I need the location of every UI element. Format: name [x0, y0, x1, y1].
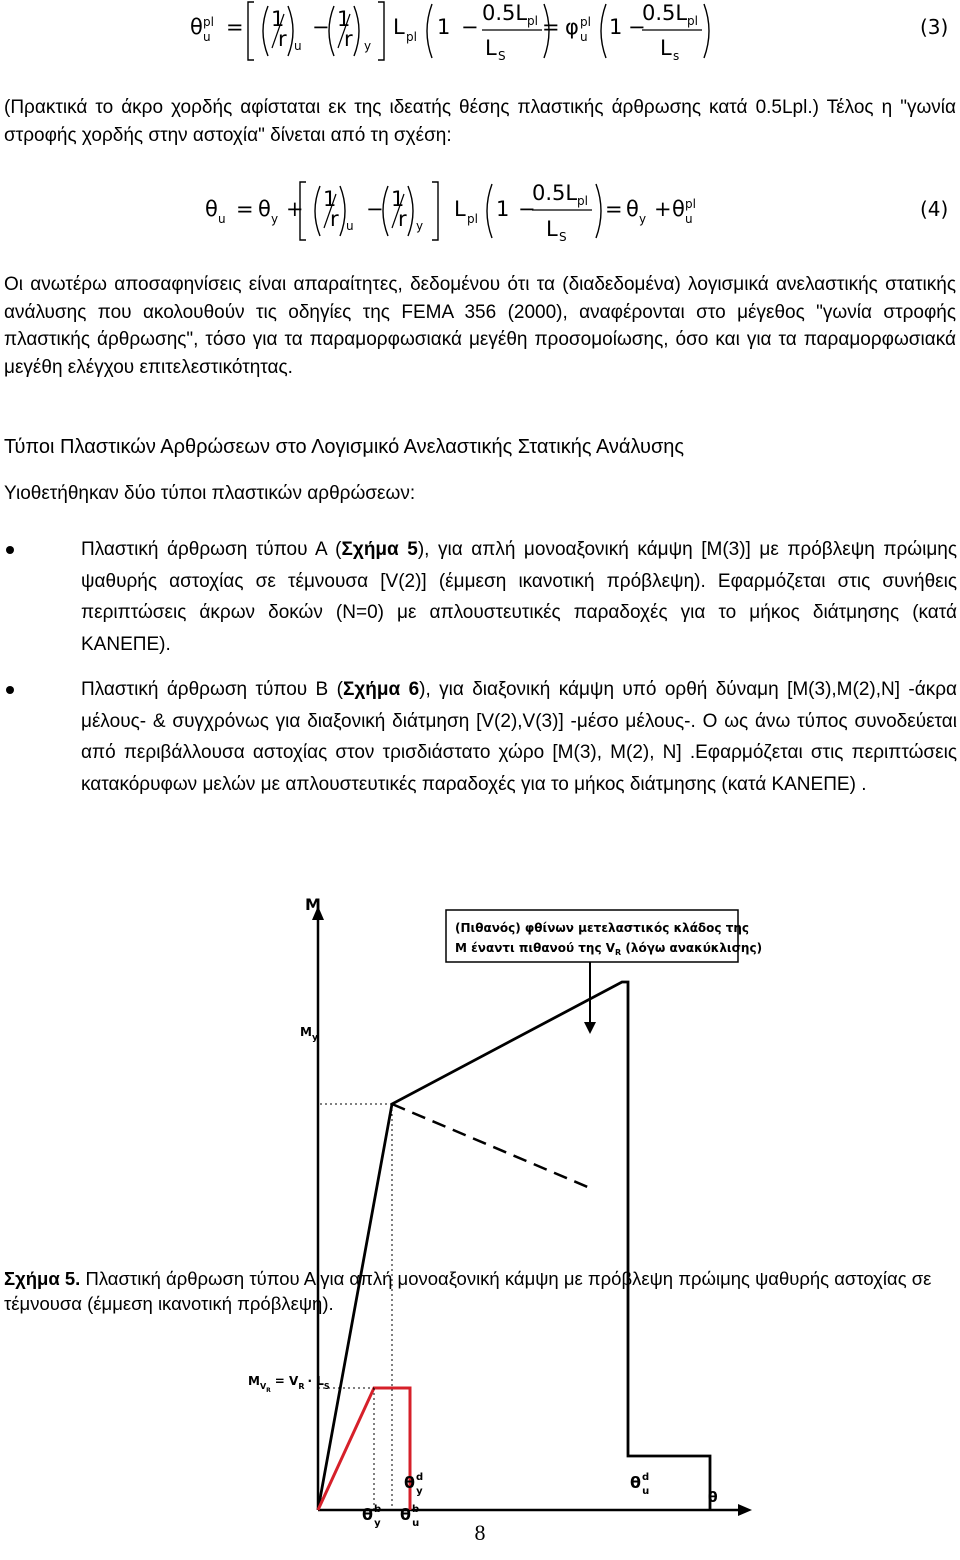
eq4-one-c: 1: [496, 197, 510, 221]
theta-y-d: $\theta^d$ y: [404, 1472, 424, 1497]
eq4-theta-y-2: θ: [626, 197, 639, 221]
eq4-sub-u: u: [218, 212, 226, 226]
eq4-sup-pl: pl: [685, 197, 696, 211]
equation-4: [0, 168, 960, 248]
figure-caption: Σχήμα 5. Πλαστική άρθρωση τύπου Α για απλή μονοαξονική κάμψη με πρόβλεψη πρώιμης ψαθυρής αστοχίας σε τέμνουσα (έμμεση ικανοτική πρόβλεψη).: [4, 1268, 932, 1314]
page-number: 8: [474, 1520, 486, 1545]
theta-u-b: $\theta^b$ u: [400, 1504, 420, 1529]
eq3-phi: φ: [565, 15, 579, 39]
svg-text:=: =: [226, 15, 244, 39]
eq4-frac-den-sub: S: [559, 230, 567, 244]
eq4-r-a: r: [330, 207, 339, 231]
theta-u-d: $\theta^d$ u: [630, 1472, 650, 1497]
eq3-theta: θ: [190, 15, 203, 39]
eq3-L: L: [393, 15, 405, 39]
caption-label: Σχήμα 5.: [4, 1268, 81, 1289]
theta-axis-label: θ: [708, 1490, 718, 1506]
eq3-frac-den-2: L: [660, 36, 672, 60]
label-mvr: $M_{VR}= V_R \cdot L_S$: [248, 1374, 330, 1394]
eq3-frac-den: L: [485, 36, 497, 60]
eq3-number: (3): [920, 15, 949, 39]
bullet-1-ref: Σχήμα 5: [341, 539, 418, 560]
eq3-one-d: 1: [609, 15, 623, 39]
paragraph-2: Οι ανωτέρω αποσαφηνίσεις είναι απαραίτητες, δεδομένου ότι τα (διαδεδομένα) λογισμικά ανελαστικής στατικής ανάλυσης που ακολουθούν τις οδηγίες της FEMA 356 (2000), αναφέρονται στο μέγεθος "γωνία στροφής πλαστικής άρθρωσης", τόσο για τα παραμορφωσιακά μεγέθη προσομοίωσης, όσο και για τα παραμορφωσιακά μεγέθη ελέγχου επιτελεστικότητας.: [4, 274, 956, 378]
eq4-number: (4): [920, 197, 949, 221]
eq3-frac-num: 0.5L: [482, 1, 528, 25]
paragraph-1: (Πρακτικά το άκρο χορδής αφίσταται εκ της ιδεατής θέσης πλαστικής άρθρωσης κατά 0.5Lpl.) Τέλος η "γωνία στροφής χορδής στην αστοχία" δίνεται από τη σχέση:: [4, 97, 956, 146]
m-axis-label: M: [305, 895, 321, 914]
eq4-frac-num: 0.5L: [532, 181, 578, 205]
eq4-theta-u: θ: [205, 197, 218, 221]
section-heading: Τύποι Πλαστικών Αρθρώσεων στο Λογισμικό Ανελαστικής Στατικής Ανάλυσης: [4, 436, 685, 458]
eq3-frac-den-sub-2: s: [673, 49, 680, 63]
svg-text:−: −: [628, 15, 646, 39]
svg-text:+: +: [654, 197, 672, 221]
eq4-frac-num-sub: pl: [577, 194, 588, 208]
equation-3: [0, 0, 960, 70]
eq4-sub-u-2: u: [346, 219, 354, 233]
eq3-theta-sub: u: [203, 30, 211, 44]
bullet-2: Πλαστική άρθρωση τύπου Β (Σχήμα 6), για διαξονική κάμψη υπό ορθή δύναμη [M(3),M(2),N] -άκρα μέλους- & συγχρόνως για διαξονική διάτμηση [V(2),V(3)] -μέσο μέλους-. Ο ως άνω τύπος συνοδεύεται από περιβάλλουσα αστοχίας στον τρισδιάστατο χώρο [M(3), M(2), N] .Εφαρμόζεται στις περιπτώσεις κατακόρυφων μελών με απλουστευτικές παραδοχές για το μήκος διάτμησης (κατά ΚΑΝΕΠΕ) .: [81, 679, 957, 795]
eq3-sub-y: y: [364, 39, 372, 53]
eq3-one-c: 1: [437, 15, 451, 39]
svg-text:=: =: [236, 197, 254, 221]
callout-line-1: (Πιθανός) φθίνων μετελαστικός κλάδος της: [455, 921, 750, 935]
svg-text:=: =: [542, 15, 560, 39]
eq3-phi-sup: pl: [580, 15, 591, 29]
bullet-2-ref: Σχήμα 6: [342, 679, 420, 700]
eq3-r-a: r: [278, 27, 287, 51]
bullet-dot-1: [6, 546, 14, 554]
svg-text:−: −: [518, 197, 536, 221]
eq3-r-b: r: [344, 27, 353, 51]
svg-text:−: −: [366, 197, 384, 221]
eq3-phi-sub: u: [580, 30, 588, 44]
eq4-sub-u-3: u: [685, 212, 693, 226]
eq4-sub-y: y: [271, 212, 279, 226]
eq4-L-sub: pl: [467, 212, 478, 226]
eq4-frac-den: L: [546, 217, 558, 241]
label-my: $M_y$: [300, 1025, 318, 1043]
theta-y-b: $\theta^b$ y: [362, 1504, 382, 1529]
eq4-theta-y: θ: [258, 197, 271, 221]
eq3-frac-den-sub: S: [498, 49, 506, 63]
eq3-one-b: 1: [337, 7, 351, 31]
eq4-L: L: [454, 197, 466, 221]
eq3-frac-num-2: 0.5L: [642, 1, 688, 25]
intro-text: Υιοθετήθηκαν δύο τύποι πλαστικών αρθρώσεων:: [4, 483, 416, 504]
svg-text:−: −: [461, 15, 479, 39]
eq4-one-a: 1: [323, 187, 337, 211]
eq4-r-b: r: [398, 207, 407, 231]
eq3-sub-u: u: [294, 39, 302, 53]
bullet-1: Πλαστική άρθρωση τύπου Α (Σχήμα 5), για απλή μονοαξονική κάμψη [M(3)] με πρόβλεψη πρώιμης ψαθυρής αστοχίας σε τέμνουσα [V(2)] (έμμεση ικανοτική πρόβλεψη). Εφαρμόζεται στις συνήθεις περιπτώσεις άκρων δοκών (N=0) με απλουστευτικές παραδοχές για το μήκος διάτμησης (κατά ΚΑΝΕΠΕ).: [81, 539, 957, 655]
eq3-one-a: 1: [271, 7, 285, 31]
eq3-frac-num-sub: pl: [527, 14, 538, 28]
eq3-L-sub: pl: [406, 30, 417, 44]
eq4-one-b: 1: [391, 187, 405, 211]
eq3-frac-num-sub-2: pl: [687, 14, 698, 28]
figure-5-diagram: [0, 880, 960, 1560]
eq3-theta-sup: pl: [203, 15, 214, 29]
svg-text:=: =: [605, 197, 623, 221]
svg-text:−: −: [312, 15, 330, 39]
eq4-sub-y-2: y: [416, 219, 424, 233]
bullet-dot-2: [6, 686, 14, 694]
callout-line-2: M έναντι πιθανού της $V_R$ (λόγω ανακύκλισης): [455, 941, 763, 957]
eq4-theta-u-2: θ: [672, 197, 685, 221]
eq4-sub-y-3: y: [639, 212, 647, 226]
svg-text:+: +: [286, 197, 304, 221]
